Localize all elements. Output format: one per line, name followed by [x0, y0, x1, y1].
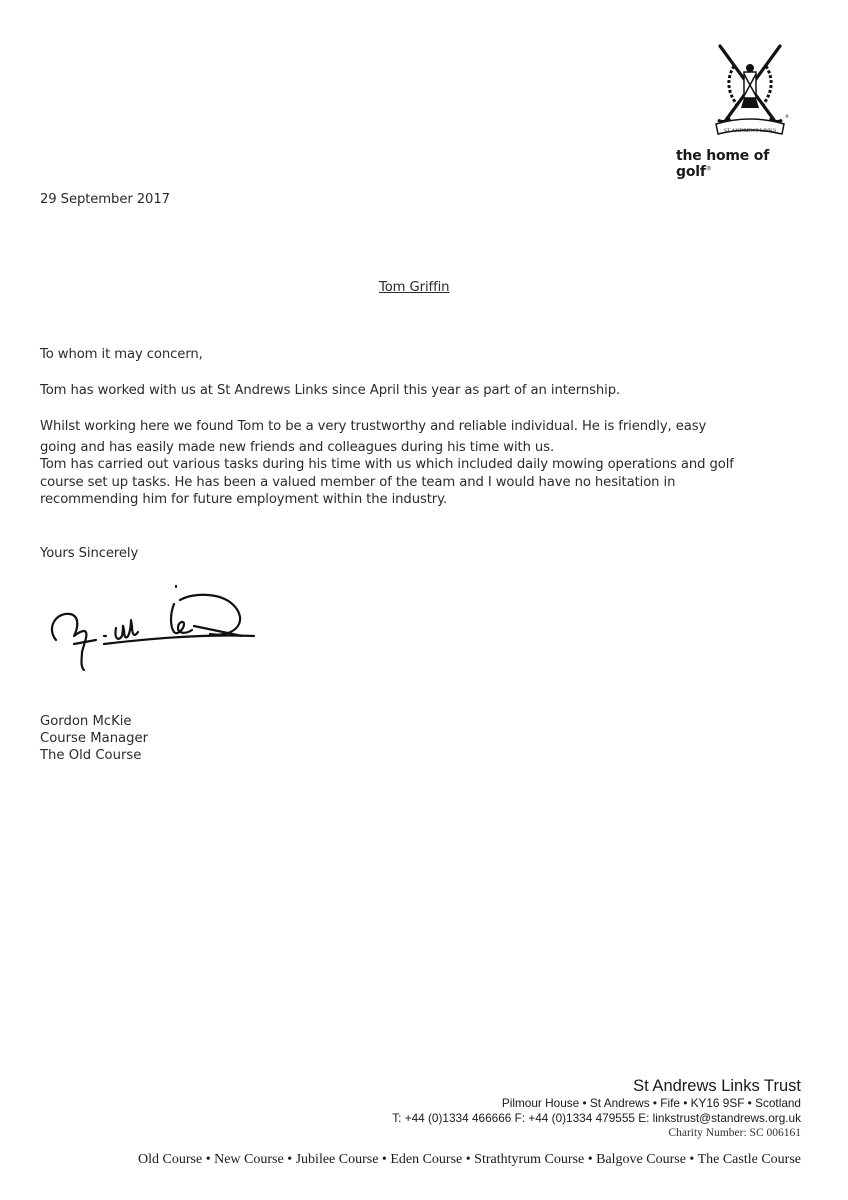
paragraph-line: course set up tasks. He has been a valued member of the team and I would have no hesitation in: [40, 474, 676, 490]
letter-paragraph-1: Tom has worked with us at St Andrews Links since April this year as part of an internship.: [40, 383, 621, 398]
paragraph-line: recommending him for future employment within the industry.: [40, 492, 448, 507]
letter-subject: Tom Griffin: [379, 280, 450, 295]
paragraph-line: going and has easily made new friends and colleagues during his time with us.: [40, 439, 555, 455]
handwritten-signature: [44, 578, 264, 673]
paragraph-line: Whilst working here we found Tom to be a very trustworthy and reliable individual. He is friendly, easy: [40, 419, 707, 434]
logo-tagline: the home of golf®: [676, 148, 770, 180]
organisation-name: St Andrews Links Trust: [633, 1077, 801, 1095]
organisation-contact: T: +44 (0)1334 466666 F: +44 (0)1334 479555 E: linkstrust@standrews.org.uk: [392, 1111, 801, 1125]
letter-closing: Yours Sincerely: [40, 546, 139, 561]
svg-text:®: ®: [785, 114, 789, 119]
paragraph-line: Tom has carried out various tasks during his time with us which included daily mowing operations and golf: [40, 457, 734, 472]
svg-text:ST ANDREWS LINKS: ST ANDREWS LINKS: [723, 128, 777, 134]
signatory-title: Course Manager: [40, 731, 149, 746]
courses-list: Old Course • New Course • Jubilee Course • Eden Course • Strathtyrum Course • Balgove Course • The Castle Course: [138, 1152, 801, 1167]
letter-date: 29 September 2017: [40, 192, 170, 207]
letter-paragraph-2: [40, 418, 830, 509]
st-andrews-links-logo: [676, 40, 806, 180]
crest-icon: [712, 42, 788, 142]
organisation-address: Pilmour House • St Andrews • Fife • KY16 9SF • Scotland: [501, 1096, 801, 1110]
letterhead-footer: [392, 1077, 801, 1140]
charity-number: Charity Number: SC 006161: [668, 1127, 801, 1139]
signatory-name: Gordon McKie: [40, 714, 132, 729]
letter-greeting: To whom it may concern,: [40, 347, 203, 362]
signatory-department: The Old Course: [40, 748, 142, 763]
signatory-block: [40, 713, 148, 764]
